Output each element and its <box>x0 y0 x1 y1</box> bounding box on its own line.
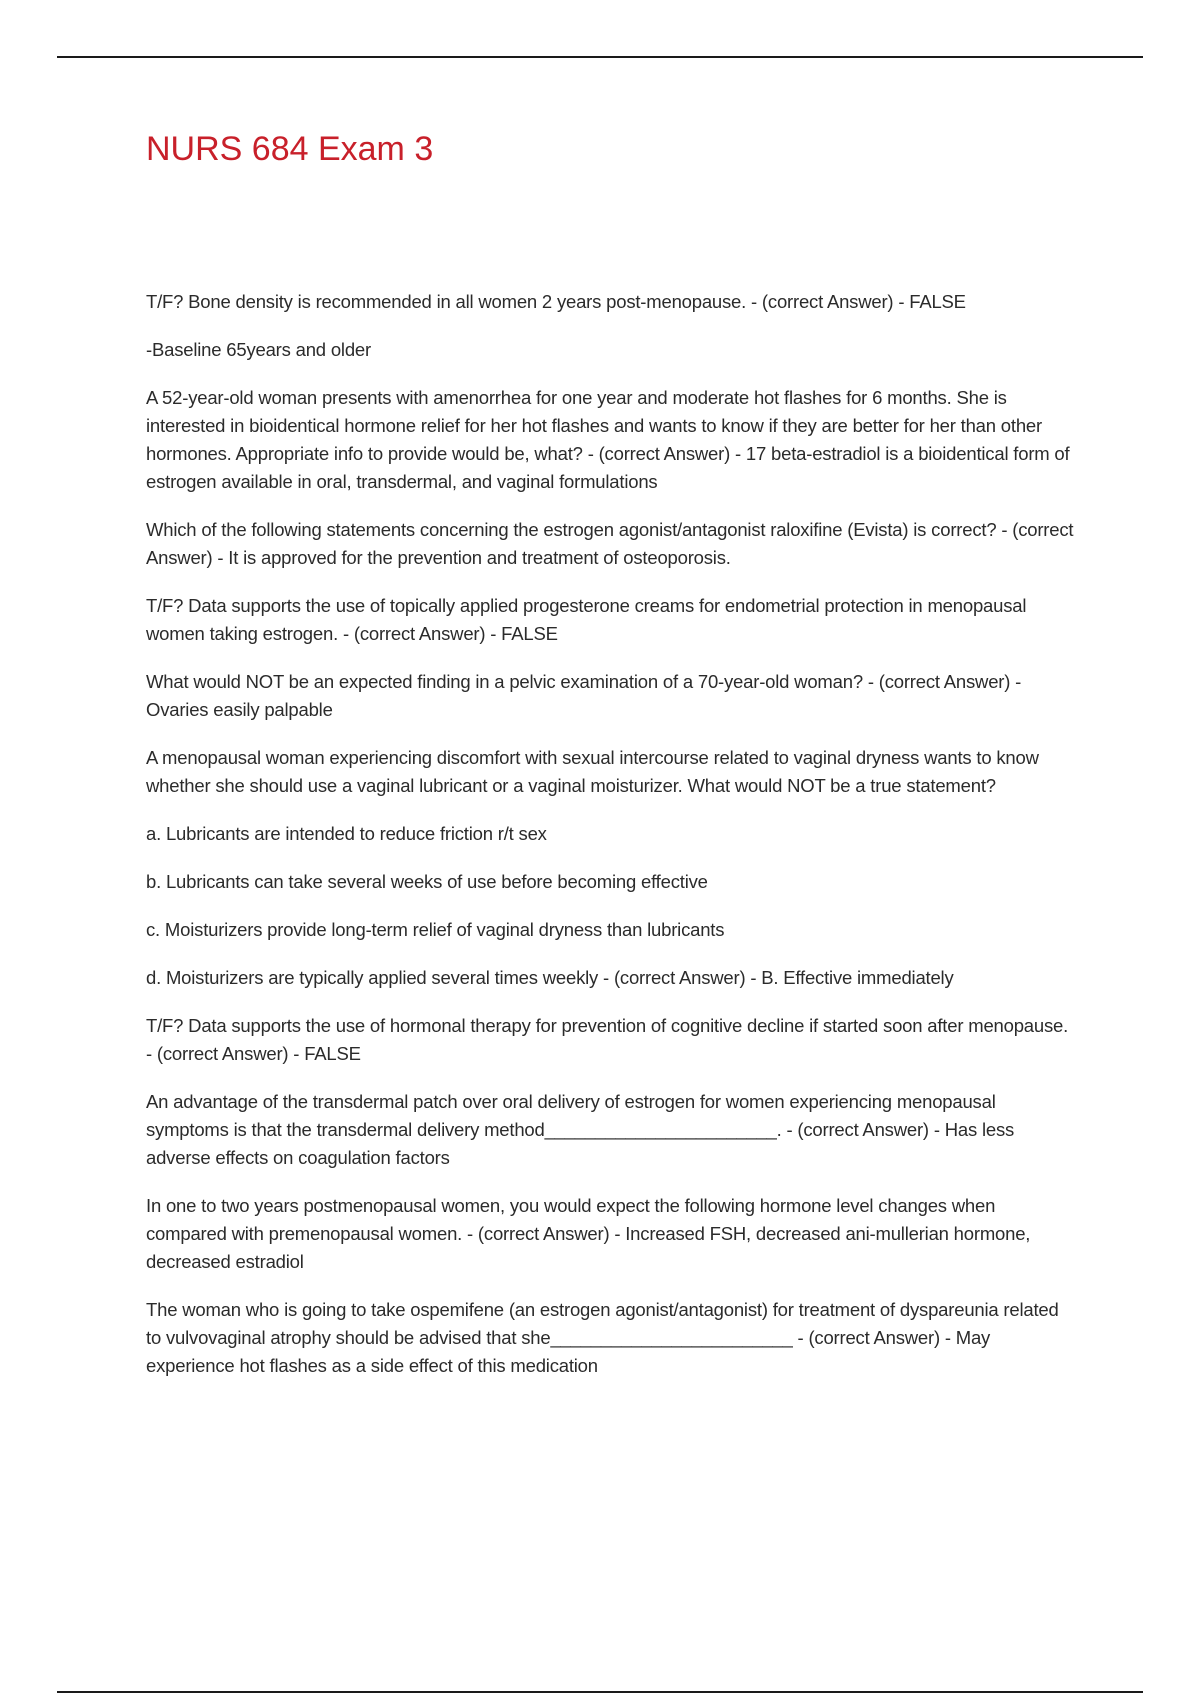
answer-option: d. Moisturizers are typically applied several times weekly - (correct Answer) - B. Effective immediately <box>146 967 954 988</box>
paragraph: Which of the following statements concerning the estrogen agonist/antagonist raloxifine (Evista) is correct? - (correct Answer) - It is approved for the prevention and treatment of osteoporosis. <box>146 519 1074 568</box>
paragraph: A menopausal woman experiencing discomfort with sexual intercourse related to vaginal dryness wants to know whether she should use a vaginal lubricant or a vaginal moisturizer. What would NOT be a true statement? <box>146 747 1039 796</box>
paragraph: -Baseline 65years and older <box>146 339 371 360</box>
paragraph: A 52-year-old woman presents with amenorrhea for one year and moderate hot flashes for 6 months. She is interested in bioidentical hormone relief for her hot flashes and wants to know if they are better for her than other hormones. Appropriate info to provide would be, what? - (correct Answer) - 17 beta-estradiol is a bioidentical form of estrogen available in oral, transdermal, and vaginal formulations <box>146 387 1070 492</box>
document-body <box>146 288 1076 1400</box>
answer-option: c. Moisturizers provide long-term relief of vaginal dryness than lubricants <box>146 919 725 940</box>
paragraph: T/F? Data supports the use of topically applied progesterone creams for endometrial protection in menopausal women taking estrogen. - (correct Answer) - FALSE <box>146 595 1027 644</box>
paragraph: In one to two years postmenopausal women, you would expect the following hormone level changes when compared with premenopausal women. - (correct Answer) - Increased FSH, decreased ani-mullerian hormone, decreased estradiol <box>146 1195 1031 1272</box>
paragraph: What would NOT be an expected finding in a pelvic examination of a 70-year-old woman? - (correct Answer) - Ovaries easily palpable <box>146 671 1022 720</box>
answer-option: a. Lubricants are intended to reduce friction r/t sex <box>146 823 547 844</box>
paragraph: T/F? Data supports the use of hormonal therapy for prevention of cognitive decline if started soon after menopause. - (correct Answer) - FALSE <box>146 1015 1069 1064</box>
paragraph: The woman who is going to take ospemifene (an estrogen agonist/antagonist) for treatment of dyspareunia related to vulvovaginal atrophy should be advised that she________________________ - (correct Answer) - May experience hot flashes as a side effect of this medication <box>146 1299 1059 1376</box>
answer-option: b. Lubricants can take several weeks of use before becoming effective <box>146 871 708 892</box>
paragraph: T/F? Bone density is recommended in all women 2 years post-menopause. - (correct Answer) - FALSE <box>146 291 966 312</box>
bottom-rule <box>57 1691 1143 1693</box>
top-rule <box>57 56 1143 58</box>
paragraph: An advantage of the transdermal patch over oral delivery of estrogen for women experiencing menopausal symptoms is that the transdermal delivery method_______________________. - (correct Answer) - Has less adverse effects on coagulation factors <box>146 1091 1015 1168</box>
document-title: NURS 684 Exam 3 <box>146 130 434 168</box>
